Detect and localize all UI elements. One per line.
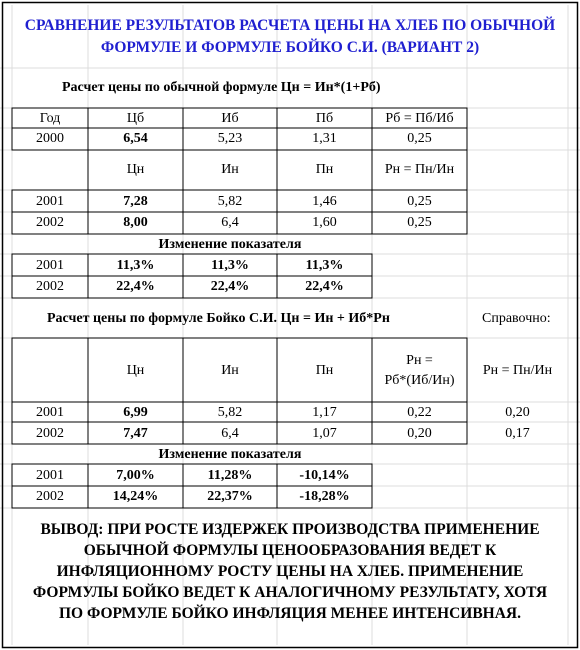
conclusion-line-3: ИНФЛЯЦИОННОМУ РОСТУ ЦЕНЫ НА ХЛЕБ. ПРИМЕНЕНИЕ	[56, 563, 524, 580]
header-cn: Цн	[126, 162, 145, 177]
conclusion-line-4: ФОРМУЛЫ БОЙКО ВЕДЕТ К АНАЛОГИЧНОМУ РЕЗУЛЬТАТУ, ХОТЯ	[32, 584, 548, 601]
change2-2002-cn: 14,24%	[112, 489, 159, 504]
document-title	[6, 15, 574, 59]
change1-2001-cn: 11,3%	[116, 258, 155, 273]
s2-header-pn: Пн	[315, 363, 334, 378]
change2-2001-year: 2001	[36, 468, 64, 483]
change1-2001-year: 2001	[36, 258, 64, 273]
s2-row-2001-pn: 1,17	[312, 405, 337, 420]
header-in: Ин	[221, 162, 239, 177]
header-year: Год	[39, 111, 61, 126]
change1-2001-in: 11,3%	[211, 258, 249, 273]
base-rb: 0,25	[407, 131, 432, 146]
change1-2002-pn: 22,4%	[305, 279, 344, 294]
row-2001-in: 5,82	[217, 194, 243, 209]
s2-row-2002-in: 6,4	[221, 426, 239, 441]
conclusion-line-1: ВЫВОД: ПРИ РОСТЕ ИЗДЕРЖЕК ПРОИЗВОДСТВА ПРИМЕНЕНИЕ	[40, 521, 540, 538]
change1-2002-cn: 22,4%	[116, 279, 155, 294]
base-ib: 5,23	[217, 131, 243, 146]
change2-2001-cn: 7,00%	[116, 468, 155, 483]
header-pb: Пб	[315, 111, 334, 126]
row-2001-pn: 1,46	[312, 194, 337, 209]
row-2002-in: 6,4	[221, 215, 239, 230]
s2-row-2001-cn: 6,99	[123, 405, 148, 420]
change1-2002-year: 2002	[36, 279, 64, 294]
change2-2001-in: 11,28%	[207, 468, 253, 483]
change1-2001-pn: 11,3%	[305, 258, 344, 273]
s2-row-2002-year: 2002	[36, 426, 64, 441]
header-pn: Пн	[315, 162, 334, 177]
change1-2002-in: 22,4%	[210, 279, 250, 294]
row-2002-pn: 1,60	[312, 215, 337, 230]
base-pb: 1,31	[312, 131, 337, 146]
base-year: 2000	[36, 131, 64, 146]
title-line-2: ФОРМУЛЕ И ФОРМУЛЕ БОЙКО С.И. (ВАРИАНТ 2)	[100, 39, 480, 56]
s2-row-2001-year: 2001	[36, 405, 64, 420]
s2-row-2001-rn: 0,22	[407, 405, 432, 420]
s2-row-2002-pn: 1,07	[312, 426, 337, 441]
section1-change-heading: Изменение показателя	[158, 237, 302, 252]
s2-row-2002-cn: 7,47	[123, 426, 148, 441]
header-ib: Иб	[221, 111, 239, 126]
section2-heading: Расчет цены по формуле Бойко С.И. Цн = Ин + Иб*Рн	[47, 311, 390, 326]
change2-2002-in: 22,37%	[207, 489, 253, 504]
s2-row-2001-reference: 0,20	[505, 405, 530, 420]
s2-row-2002-rn: 0,20	[407, 426, 432, 441]
header-rn: Рн = Пн/Ин	[384, 162, 455, 177]
s2-row-2002-reference: 0,17	[505, 426, 530, 441]
row-2001-year: 2001	[36, 194, 64, 209]
row-2002-rn: 0,25	[407, 215, 432, 230]
change2-2002-year: 2002	[36, 489, 64, 504]
row-2002-year: 2002	[36, 215, 64, 230]
s2-header-in: Ин	[221, 363, 239, 378]
conclusion-line-2: ОБЫЧНОЙ ФОРМУЛЫ ЦЕНООБРАЗОВАНИЯ ВЕДЕТ К	[83, 542, 497, 559]
change2-2001-pn: -10,14%	[299, 468, 350, 483]
base-cb: 6,54	[123, 131, 148, 146]
s2-header-reference: Рн = Пн/Ин	[482, 363, 553, 378]
header-rb: Рб = Пб/Иб	[385, 111, 454, 126]
reference-label: Справочно:	[482, 311, 551, 326]
title-line-1: СРАВНЕНИЕ РЕЗУЛЬТАТОВ РАСЧЕТА ЦЕНЫ НА ХЛЕБ ПО ОБЫЧНОЙ	[24, 17, 556, 34]
section2-change-heading: Изменение показателя	[158, 447, 302, 462]
conclusion-line-5: ПО ФОРМУЛЕ БОЙКО ИНФЛЯЦИЯ МЕНЕЕ ИНТЕНСИВНАЯ.	[59, 605, 521, 622]
conclusion-text	[8, 519, 572, 624]
row-2001-cn: 7,28	[123, 194, 148, 209]
change2-2002-pn: -18,28%	[299, 489, 350, 504]
s2-header-rn-line1: Рн =	[406, 353, 433, 368]
row-2002-cn: 8,00	[123, 215, 148, 230]
section1-heading: Расчет цены по обычной формуле Цн = Ин*(1+Рб)	[62, 80, 381, 95]
s2-header-rn-line2: Рб*(Иб/Ин)	[384, 373, 455, 388]
s2-row-2001-in: 5,82	[217, 405, 243, 420]
header-cb: Цб	[126, 111, 145, 126]
row-2001-rn: 0,25	[407, 194, 432, 209]
s2-header-cn: Цн	[126, 363, 145, 378]
